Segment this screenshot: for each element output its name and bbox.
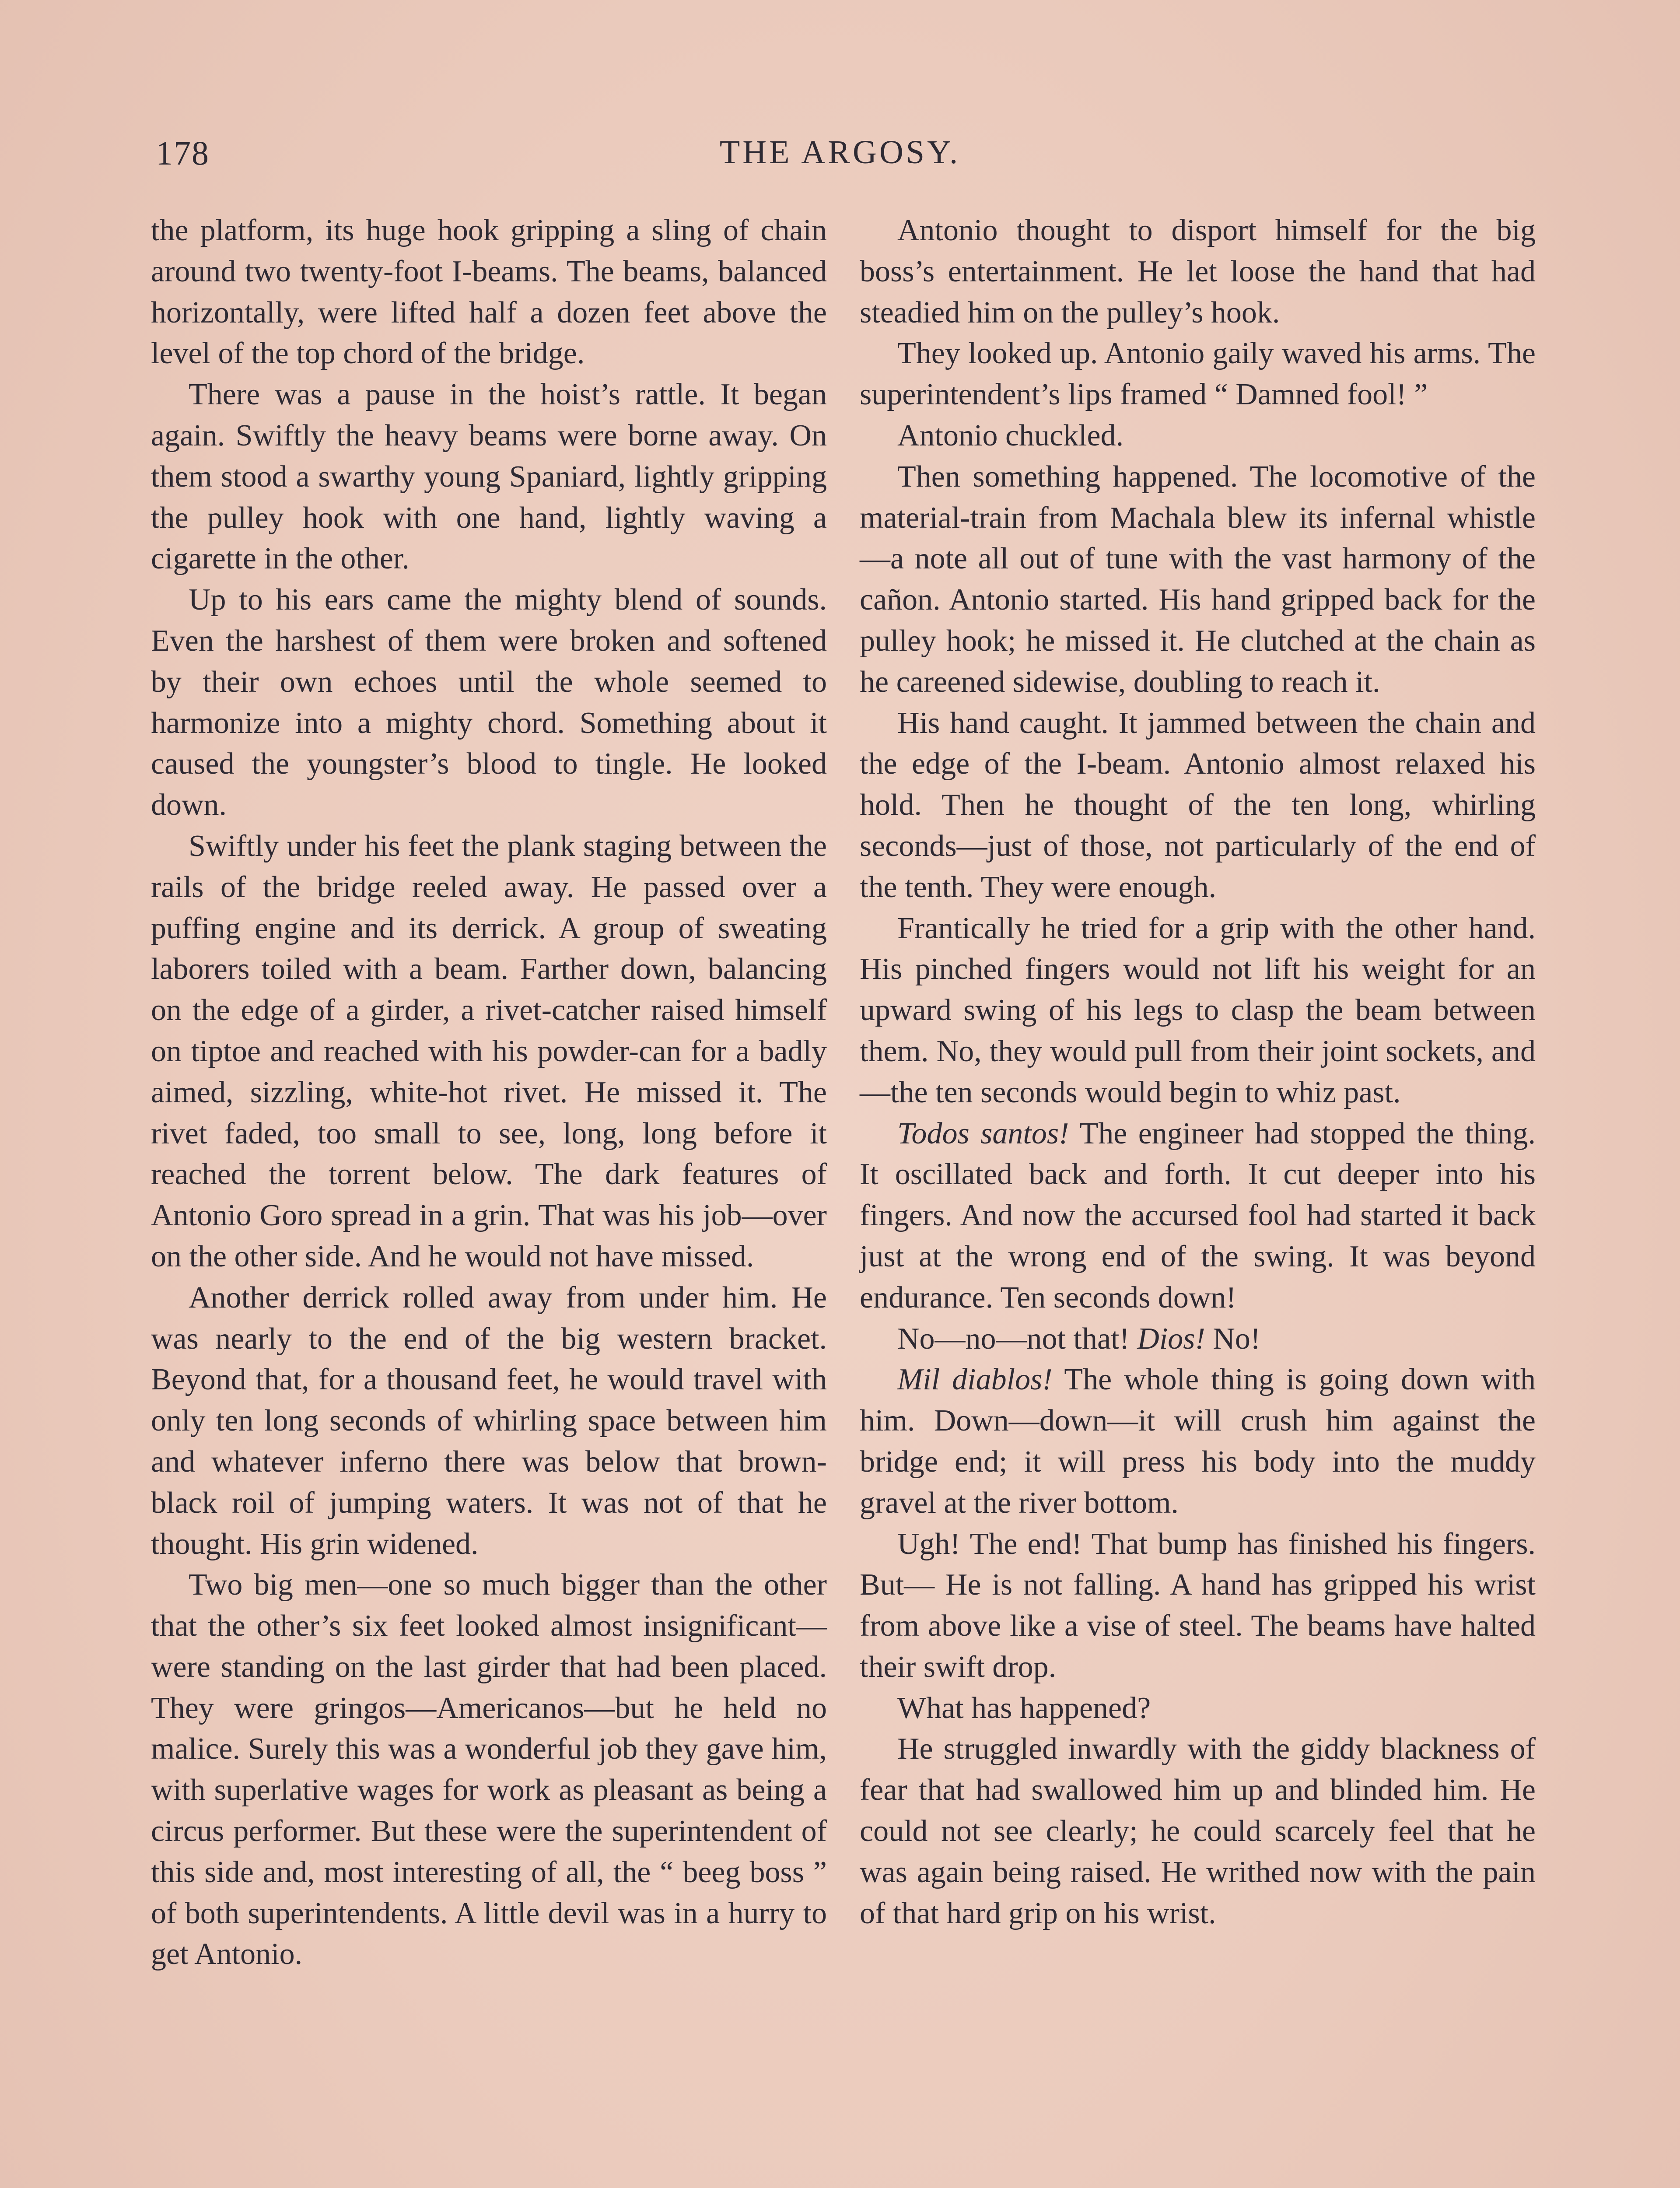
paragraph: Frantically he tried for a grip with the other hand. His pinched fingers would not lift his weight for an upward swing of his legs to clasp the beam between them. No, they would pull from their joint sockets, and—the ten seconds would begin to whiz past. — [860, 911, 1536, 1109]
paragraph: Antonio chuckled. — [897, 418, 1124, 452]
paragraph: Then something happened. The locomotive of the material-train from Machala blew its infernal whistle—a note all out of tune with the vast harmony of the cañon. Antonio started. His hand gripped back for the pulley hook; he missed it. He clutched at the chain as he careened sidewise, doubling to reach it. — [860, 459, 1536, 699]
paragraph: Antonio thought to disport himself for the big boss’s entertainment. He let loose the hand that had steadied him on the pulley’s hook. — [860, 214, 1536, 330]
paragraph: Another derrick rolled away from under him. He was nearly to the end of the big western bracket. Beyond that, for a thousand feet, he would travel with only ten long seconds of whirling space between him and whatever inferno there was below that brown-black roil of jumping waters. It was not of that he thought. His grin widened. — [151, 1280, 827, 1561]
right-column — [860, 210, 1536, 1934]
running-title: THE ARGOSY. — [719, 134, 961, 171]
paragraph-text: No! — [1205, 1322, 1261, 1356]
italic-phrase: Mil diablos! — [897, 1363, 1053, 1397]
paragraph — [860, 1318, 1536, 1360]
paragraph: What has happened? — [897, 1691, 1151, 1725]
page-number: 178 — [156, 134, 210, 172]
paragraph-text: No—no—not that! — [897, 1322, 1138, 1356]
italic-phrase: Todos santos! — [897, 1116, 1069, 1150]
paragraph: His hand caught. It jammed between the chain and the edge of the I-beam. Antonio almost relaxed his hold. Then he thought of the ten long, whirling seconds—just of those, not particularly of the end of the tenth. They were enough. — [860, 706, 1536, 904]
paragraph: Up to his ears came the mighty blend of sounds. Even the harshest of them were broken and softened by their own echoes until the whole seemed to harmonize into a mighty chord. Something about it caused the youngster’s blood to tingle. He looked down. — [151, 583, 827, 822]
paragraph: He struggled inwardly with the giddy blackness of fear that had swallowed him up and blinded him. He could not see clearly; he could scarcely feel that he was again being raised. He writhed now with the pain of that hard grip on his wrist. — [860, 1732, 1536, 1930]
paragraph: There was a pause in the hoist’s rattle. It began again. Swiftly the heavy beams were borne away. On them stood a swarthy young Spaniard, lightly gripping the pulley hook with one hand, lightly waving a cigarette in the other. — [151, 378, 827, 576]
paragraph: Ugh! The end! That bump has finished his fingers. But— He is not falling. A hand has gripped his wrist from above like a vise of steel. The beams have halted their swift drop. — [860, 1527, 1536, 1684]
paragraph — [860, 1359, 1536, 1523]
paragraph-text: The whole thing is going down with him. Down—down—it will crush him against the bridge end; it will press his body into the muddy gravel at the river bottom. — [860, 1363, 1536, 1520]
italic-phrase: Dios! — [1137, 1322, 1205, 1356]
paragraph: Swiftly under his feet the plank staging between the rails of the bridge reeled away. He passed over a puffing engine and its derrick. A group of sweating laborers toiled with a beam. Farther down, balancing on the edge of a girder, a rivet-catcher raised himself on tiptoe and reached with his powder-can for a badly aimed, sizzling, white-hot rivet. He missed it. The rivet faded, too small to see, long, long before it reached the torrent below. The dark features of Antonio Goro spread in a grin. That was his job—over on the other side. And he would not have missed. — [151, 829, 827, 1273]
left-column — [151, 210, 827, 1975]
paragraph: They looked up. Antonio gaily waved his arms. The superintendent’s lips framed “ Damned fool! ” — [860, 337, 1536, 412]
paragraph — [860, 1113, 1536, 1318]
paragraph: the platform, its huge hook gripping a sling of chain around two twenty-foot I-beams. The beams, balanced horizontally, were lifted half a dozen feet above the level of the top chord of the bridge. — [151, 214, 827, 371]
paragraph: Two big men—one so much bigger than the other that the other’s six feet looked almost insignificant—were standing on the last girder that had been placed. They were gringos—Americanos—but he held no malice. Surely this was a wonderful job they gave him, with superlative wages for work as pleasant as being a circus performer. But these were the superintendent of this side and, most interesting of all, the “ beeg boss ” of both superintendents. A little devil was in a hurry to get Antonio. — [151, 1568, 827, 1971]
paragraph-text: The engineer had stopped the thing. It oscillated back and forth. It cut deeper into his fingers. And now the accursed fool had started it back just at the wrong end of the swing. It was beyond endurance. Ten seconds down! — [860, 1116, 1536, 1315]
